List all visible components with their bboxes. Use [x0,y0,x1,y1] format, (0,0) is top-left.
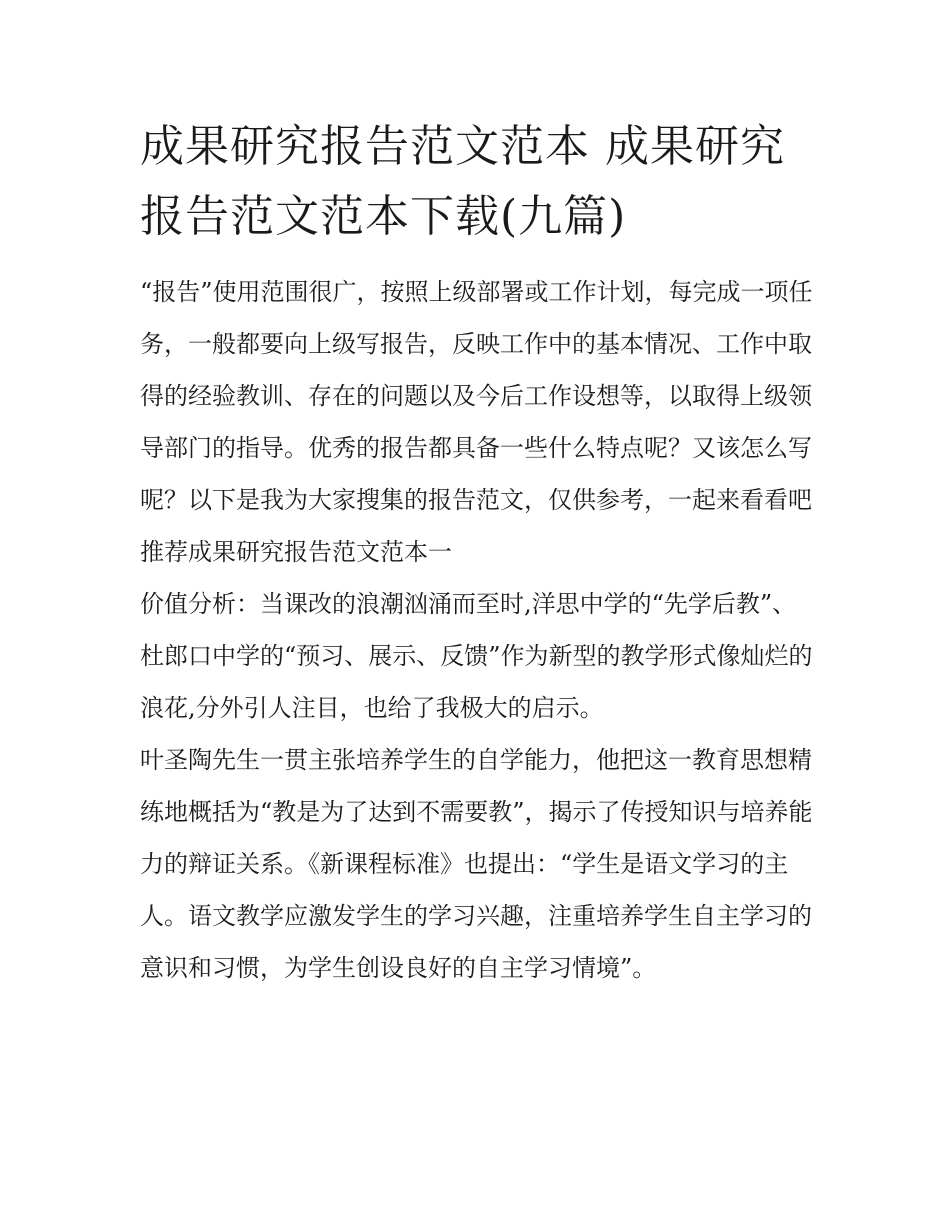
intro-paragraph: “报告”使用范围很广，按照上级部署或工作计划，每完成一项任务，一般都要向上级写报告，反映工作中的基本情况、工作中取得的经验教训、存在的问题以及今后工作设想等，以取得上级领导部门的指导。优秀的报告都具备一些什么特点呢？又该怎么写呢？以下是我为大家搜集的报告范文，仅供参考，一起来看看吧 [140,278,813,514]
document-page [140,112,820,994]
section-heading: 推荐成果研究报告范文范本一 [140,538,452,566]
document-title: 成果研究报告范文范本 成果研究报告范文范本下载(九篇) [140,121,785,242]
value-analysis-paragraph: 价值分析：当课改的浪潮汹涌而至时,洋思中学的“先学后教”、杜郎口中学的“预习、展示、反馈”作为新型的教学形式像灿烂的浪花,分外引人注目，也给了我极大的启示。 [140,590,813,722]
ye-shengtao-paragraph: 叶圣陶先生一贯主张培养学生的自学能力，他把这一教育思想精练地概括为“教是为了达到不需要教”，揭示了传授知识与培养能力的辩证关系。《新课程标准》也提出：“学生是语文学习的主人。语文教学应激发学生的学习兴趣，注重培养学生自主学习的意识和习惯，为学生创设良好的自主学习情境”。 [140,746,813,982]
